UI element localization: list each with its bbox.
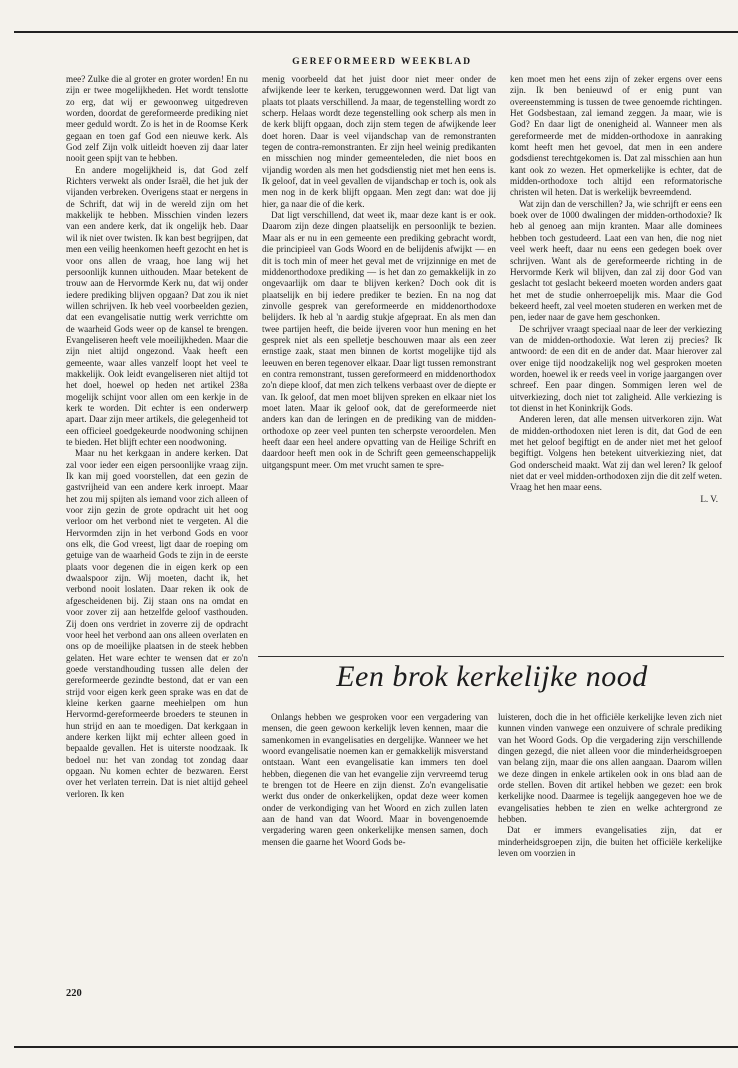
- paragraph: ken moet men het eens zijn of zeker ergens over eens zijn. Ik ben benieuwd of er enig punt van overeenstemming is tussen de twee genoemde richtingen. Het Godsbestaan, zal iemand zeggen. Ja maar, wie is God? En daar ligt de onenigheid al. Wanneer men als gereformeerde met de midden-orthodoxe in aanraking komt heeft men het gevoel, dat men in een andere godsdienst terechtgekomen is. Dat zal misschien aan hun kant ook zo wezen. Het opmerkelijke is echter, dat de midden-orthodoxe toch altijd een reformatorische christen wil heten. Dat is werkelijk bevreemdend.: [510, 74, 722, 198]
- column-2: [262, 74, 496, 642]
- paragraph: En andere mogelijkheid is, dat God zelf Richters verwekt als onder Israël, die het juk der vijanden verbreken. Overigens staat er nergens in de Schrift, dat wij in de wereld zijn om het makkelijk te hebben. Misschien vinden lezers van een andere kerk, dat ik ongelijk heb. Daar wil ik niet over twisten. Ik kan best begrijpen, dat men een veilig heenkomen heeft gezocht en het is voor ons allen de vraag, hoe lang wij het persoonlijk kunnen uithouden. Maar betekent de trouw aan de Hervormde Kerk nu, dat wij onder iedere prediking blijven opgaan? Dat zou ik niet willen schrijven. Ik heb veel voorbeelden gezien, dat een evangelisatie nuttig werk verrichtte om de waarheid Gods weer op de kansel te brengen. Evangeliseren heeft vele moeilijkheden. Maar die zijn niet altijd ongezond. Vaak heeft een gemeente, waar alles vanzelf loopt het veel te makkelijk. Ook leidt evangeliseren niet altijd tot het doel, hoewel op heden net artikel 238a mogelijk schijnt voor allen om een kerkje in de kerk te worden. Dit echter is een onderwerp apart. Daar zijn meer artikels, die gelegenheid tot een officieel goedgekeurde noodwoning schijnen te bieden. Het blijft echter een noodwoning.: [66, 164, 248, 447]
- paragraph: Maar nu het kerkgaan in andere kerken. Dat zal voor ieder een eigen persoonlijke vraag zijn. Ik kan mij goed voorstellen, dat een gezin de gastvrijheid van een andere kerk inroept. Maar het zou mij spijten als iemand voor zich alleen of voor zijn gezin de grote opdracht uit het oog verloor om het verbond niet te vergeten. Al die Hervormden zijn in het verbond Gods en voor ons elk, die God vreest, ligt daar de roeping om getuige van de waarheid Gods te zijn in de eerste plaats voor degenen die in eigen kerk op een dwaalspoor zijn. Wij moeten, dacht ik, het verbond nooit loslaten. Daar reken ik ook de afgescheidenen bij. Zij staan ons na omdat en voor zover zij aan hetzelfde geloof vasthouden. Zij doen ons verdriet in zoverre zij de opdracht voor heel het verbond aan ons alleen overlaten en ons op de moeilijke plaatsen in de steek hebben gelaten. Het ware echter te wensen dat er zo'n goede verstandhouding tussen alle delen der gereformeerde gezindte bestond, dat er van een strijd voor eigen kerk geen sprake was en dat de kleine kerken gaarne meehielpen om hun Hervormd-gereformeerde broeders te steunen in hun strijd en aan te moedigen. Dat kerkgaan in andere kerken lijkt mij echter alleen goed in bepaalde gevallen. Het is uiterste noodzaak. Ik bedoel nu: het van zondag tot zondag daar opgaan. Nu komen echter de bezwaren. Eerst over het verlaten terrein. Dat is niet altijd geheel verloren. Ik ken: [66, 448, 248, 799]
- paragraph: luisteren, doch die in het officiële kerkelijke leven zich niet kunnen vinden vanwege een onzuivere of schrale prediking van het Woord Gods. Op die vergadering zijn verschillende dingen gezegd, die niet alleen voor die minderheidsgroepen van belang zijn, maar die ons allen aangaan. Daarom willen we deze dingen in enkele artikelen ook in ons blad aan de orde stellen. Boven dit artikel hebben we gezet: een brok kerkelijke nood. Daarmee is tegelijk aangegeven hoe we de evangelisaties hebben te zien en welke achtergrond ze hebben.: [498, 712, 722, 825]
- column-1: [66, 74, 248, 970]
- paragraph: Wat zijn dan de verschillen? Ja, wie schrijft er eens een boek over de 1000 dwalingen der midden-orthodoxie? Ik heb al genoeg aan mijn kranten. Maar alle dominees hebben toch gestudeerd. Laat een van hen, die nog niet veel werk heeft, daar nu eens een gedegen boek over schrijven. Want als de gereformeerde richting in de Hervormde Kerk wil blijven, dan zal zij door God van geslacht tot geslacht bekeerd moeten worden anders gaat het met de studie onherroepelijk mis. Maar die God bekeerd heeft, zal veel moeten studeren en werken met de pen, ieder naar de gave hem geschonken.: [510, 198, 722, 323]
- running-header: GEREFORMEERD WEEKBLAD: [292, 56, 472, 67]
- article-column-right: [498, 712, 722, 974]
- paragraph: De schrijver vraagt speciaal naar de leer der verkiezing van de midden-orthodoxie. Wat leren zij precies? Ik antwoord: de een dit en de ander dat. Maar hierover zal over enige tijd noodzakelijk nog wel gesproken moeten worden, hoewel ik er reeds veel in vorige jaargangen over schreef. Een paar dingen. Sommigen leren wel de uitverkiezing, doch niet tot zaligheid. Alle verkiezing is tot dienst in het Koninkrijk Gods.: [510, 323, 722, 413]
- author-signature: L. V.: [700, 493, 718, 504]
- top-rule: [14, 31, 738, 33]
- paragraph: Onlangs hebben we gesproken voor een vergadering van mensen, die geen gewoon kerkelijk leven kennen, maar die samenkomen in evangelisaties en dergelijke. Wanneer we het woord evangelisatie noemen kan er gemakkelijk misverstand ontstaan. Want een evangelisatie kan immers ten doel hebben, diegenen die van het evangelie zijn vervreemd terug te brengen tot de Heere en zijn dienst. Zo'n evangelisatie werkt dus onder de onkerkelijken, opdat deze weer komen onder de verkondiging van het Woord en zich zullen laten aan de hand van dat Woord. Maar in bovengenoemde vergadering waren geen onkerkelijke mensen samen, doch mensen die gaarne het Woord Gods be-: [262, 712, 488, 847]
- paragraph: Anderen leren, dat alle mensen uitverkoren zijn. Wat de midden-orthodoxen niet leren is dit, dat God de een met het geloof begiftigt en de ander niet met het geloof begiftigt. Volgens hen betekent uitverkiezing niet, dat God onderscheid maakt. Wat zij dan wel leren? Ik geloof niet dat er veel midden-orthodoxen zijn die dit zelf weten. Vraag het hen maar eens.: [510, 414, 722, 493]
- article-title: Een brok kerkelijke nood: [336, 660, 648, 693]
- article-column-left: [262, 712, 488, 974]
- page-number: 220: [66, 988, 82, 999]
- paragraph: menig voorbeeld dat het juist door niet meer onder de afwijkende leer te kerken, teruggewonnen werd. Dat ligt van plaats tot plaats verschillend. Ja maar, de tegenstelling wordt zo scherp. Helaas wordt deze tegenstelling ook scherp als men in de kerk blijft opgaan, doch zijn stem tegen de afwijkende leer doet horen. Daar is veel vijandschap van de remonstranten tegen de contra-remonstranten. Er zijn heel weinig predikanten en misschien nog minder gemeenteleden, die niet boos en vijandig worden als men het godsdienstig niet met hen eens is. Ik geloof, dat in veel gevallen de vijandschap er toch is, ook als men nog in de kerk blijft opgaan. Men zegt dan: wat doe jij hier, ga naar die of die kerk.: [262, 74, 496, 209]
- paragraph: mee? Zulke die al groter en groter worden! En nu zijn er twee mogelijkheden. Het wordt tenslotte zo erg, dat wij er gewoonweg uitgedreven worden, doordat de gereformeerde prediking niet meer geduld wordt. Zo is het in de Roomse Kerk gegaan en toen gaf God een nieuwe kerk. Als God zelf Zijn volk uitleidt hoeven zij daar later nooit geen spijt van te hebben.: [66, 74, 248, 164]
- article-divider: [258, 656, 724, 657]
- paragraph: Dat ligt verschillend, dat weet ik, maar deze kant is er ook. Daarom zijn deze dingen plaatselijk en persoonlijk te bezien. Maar als er nu in een gemeente een prediking gebracht wordt, die principieel van Gods Woord en de belijdenis afwijkt — en dit is toch min of meer het geval met de vrijzinnige en met de middenorthodoxe prediking — is het dan zo gemakkelijk in zo ongevaarlijk om daar te blijven kerken? Doch ook dit is plaatselijk en bij iedere prediker te bezien. En na nog dat zinvolle gesprek van gereformeerde en middenorthodoxe belijders. Ik heb al 'n aardig stukje afgepraat. En als men dan twee partijen heeft, die beide ijveren voor hun mening en het gesprek niet als een spelletje beschouwen maar als een zeer ernstige zaak, staat men binnen de kortst mogelijke tijd als leeuwen en beren tegenover elkaar. Daar ligt tussen remonstrant en contra remonstrant, tussen gereformeerd en middenorthodox zo'n diepe kloof, dat men zich telkens verbaast over de diepte er van. Ik geloof, dat men moet blijven spreken en elkaar niet los moet laten. Maar ik geloof ook, dat de gereformeerde niet anders kan dan de leringen en de prediking van de midden-orthodoxe op zeer veel punten ten scherpste veroordelen. Men heeft daar een heel andere opvatting van de Heilige Schrift en daardoor heeft men ook in de Schrift geen gemeenschappelijk uitgangspunt meer. Om met vrucht samen te spre-: [262, 210, 496, 470]
- column-3: [510, 74, 722, 654]
- paragraph: Dat er immers evangelisaties zijn, dat er minderheidsgroepen zijn, die buiten het officiële kerkelijke leven om voorzien in: [498, 825, 722, 859]
- bottom-rule: [14, 1046, 738, 1048]
